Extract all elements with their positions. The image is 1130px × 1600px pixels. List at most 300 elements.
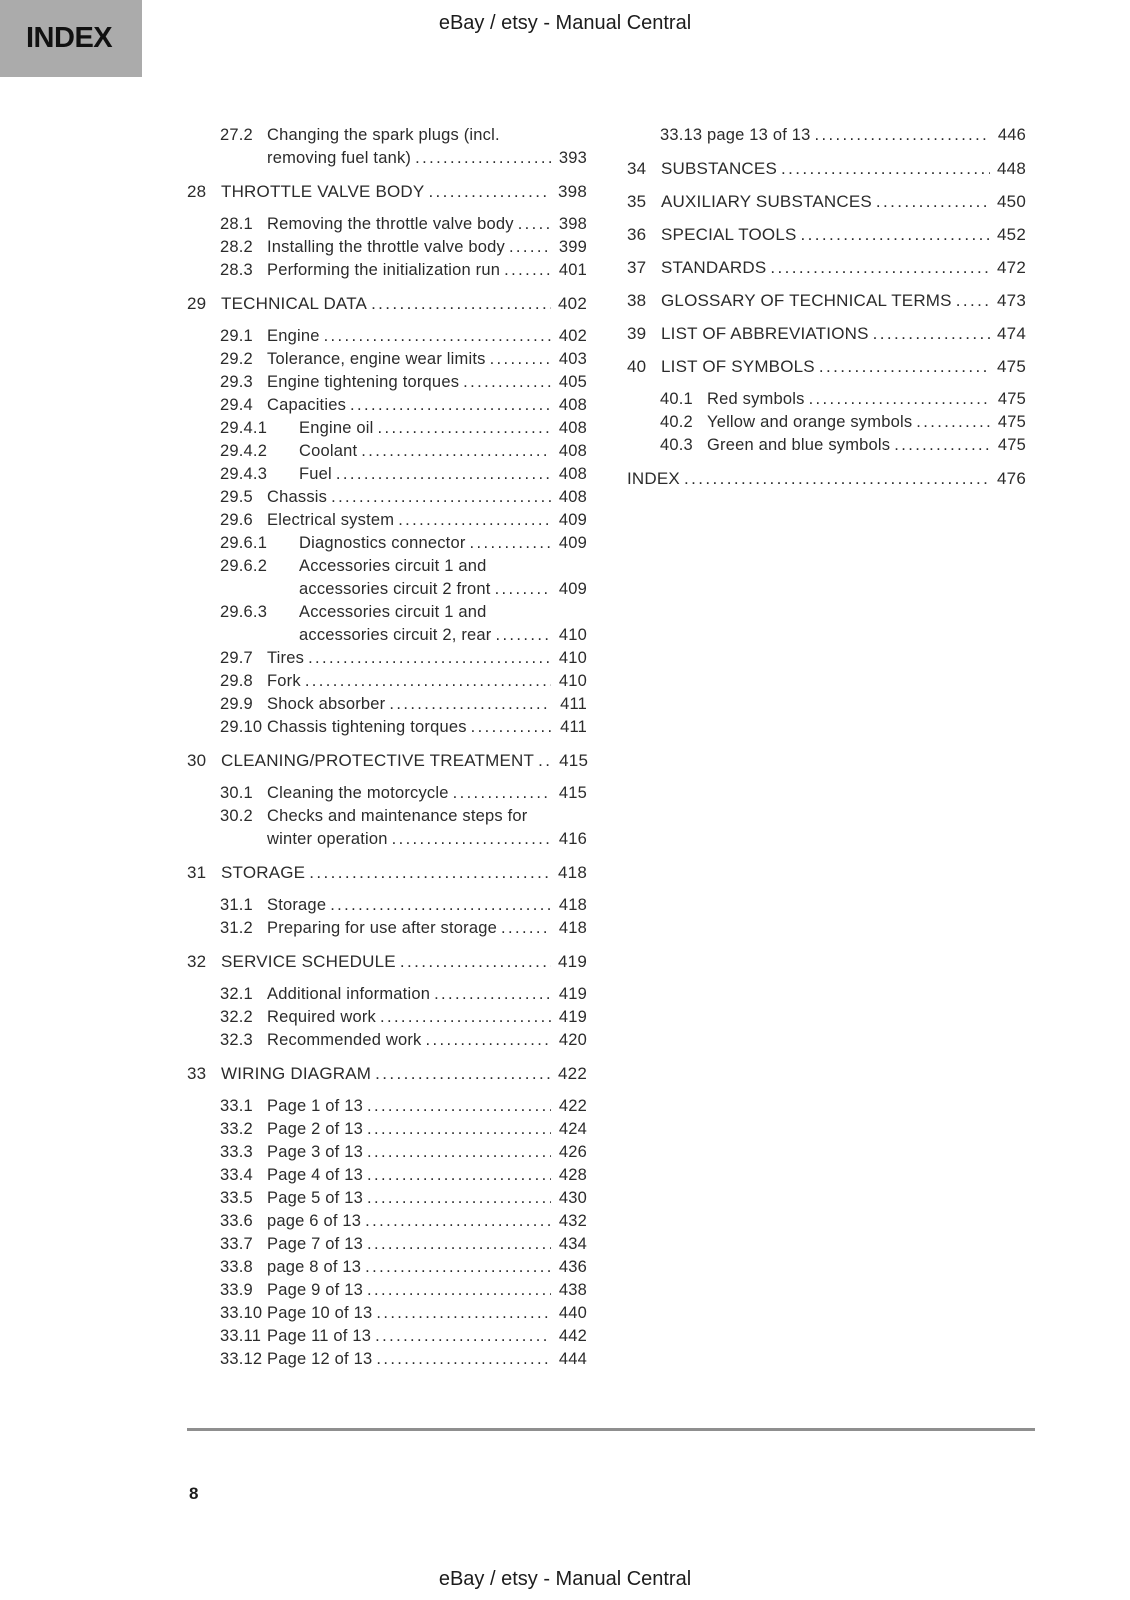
toc-entry [187, 1233, 587, 1256]
entry-number: 35 [627, 192, 647, 211]
entry-line [267, 509, 587, 532]
toc-entry [187, 325, 587, 348]
entry-number: 29.2 [220, 350, 253, 368]
entry-number: 33.12 [220, 1350, 263, 1368]
entry-title: Green and blue symbols [707, 436, 891, 454]
entry-line [267, 828, 587, 851]
entry-number: 28 [187, 182, 207, 201]
entry-title: Coolant [299, 442, 358, 460]
dotted-leader [361, 440, 551, 463]
entry-body [267, 983, 587, 1006]
entry-page-number: 415 [558, 784, 587, 802]
entry-body [267, 213, 587, 236]
entry-number: 33.3 [220, 1143, 253, 1161]
entry-line [267, 486, 587, 509]
entry-page-number: 438 [558, 1281, 587, 1299]
entry-number: 28.2 [220, 238, 253, 256]
toc-entry [187, 647, 587, 670]
dotted-leader [501, 917, 551, 940]
toc-entry [627, 355, 1026, 378]
toc-entry [187, 1325, 587, 1348]
entry-line [707, 388, 1026, 411]
entry-page-number: 473 [997, 291, 1026, 310]
toc-entry [187, 1141, 587, 1164]
dotted-leader [428, 180, 551, 203]
entry-body [267, 1164, 587, 1187]
entry-page-number: 432 [558, 1212, 587, 1230]
entry-title: STANDARDS [661, 258, 767, 277]
entry-line [267, 782, 587, 805]
entry-body [267, 1348, 587, 1371]
entry-body [267, 486, 587, 509]
entry-title: Fuel [299, 465, 332, 483]
entry-number: 28.1 [220, 215, 253, 233]
entry-line [299, 463, 587, 486]
entry-line [221, 292, 587, 315]
entry-title: WIRING DIAGRAM [221, 1064, 372, 1083]
entry-title: Page 12 of 13 [267, 1350, 373, 1368]
entry-title: Removing the throttle valve body [267, 215, 514, 233]
dotted-leader [380, 1006, 551, 1029]
dotted-leader [471, 716, 551, 739]
entry-page-number: 424 [558, 1120, 587, 1138]
toc-entry [187, 440, 587, 463]
entry-line [267, 394, 587, 417]
entry-title: Storage [267, 896, 327, 914]
entry-line [661, 157, 1026, 180]
toc-entry [187, 348, 587, 371]
entry-line [221, 950, 587, 973]
dotted-leader [819, 355, 990, 378]
entry-title: Checks and maintenance steps for [267, 807, 528, 825]
entry-body [661, 289, 1026, 312]
entry-body [267, 1256, 587, 1279]
toc-column-right [627, 124, 1026, 500]
toc-entry [627, 256, 1026, 279]
entry-page-number: 430 [558, 1189, 587, 1207]
toc-entry [187, 861, 587, 884]
entry-number: 29.1 [220, 327, 253, 345]
entry-page-number: 452 [997, 225, 1026, 244]
entry-number: 32.2 [220, 1008, 253, 1026]
entry-number: 29.4.1 [220, 419, 268, 437]
entry-line [661, 223, 1026, 246]
entry-title: STORAGE [221, 863, 306, 882]
entry-title: Chassis [267, 488, 328, 506]
entry-body [267, 1233, 587, 1256]
entry-number: 33 [187, 1064, 207, 1083]
entry-title: Red symbols [707, 390, 805, 408]
entry-line [267, 1256, 587, 1279]
entry-line [267, 647, 587, 670]
entry-number: 29.6.3 [220, 603, 268, 621]
entry-title: AUXILIARY SUBSTANCES [661, 192, 872, 211]
entry-page-number: 410 [558, 649, 587, 667]
entry-page-number: 419 [558, 952, 587, 971]
entry-number: 28.3 [220, 261, 253, 279]
dotted-leader [400, 950, 551, 973]
toc-entry [187, 894, 587, 917]
entry-title: TECHNICAL DATA [221, 294, 368, 313]
entry-title: Page 3 of 13 [267, 1143, 363, 1161]
dotted-leader [495, 624, 551, 647]
entry-number: 27.2 [220, 126, 253, 144]
entry-body [267, 917, 587, 940]
divider-rule [187, 1428, 1035, 1431]
dotted-leader [538, 749, 552, 772]
dotted-leader [367, 1164, 551, 1187]
toc-entry [187, 1210, 587, 1233]
page-number: 8 [189, 1484, 199, 1503]
entry-number: 34 [627, 159, 647, 178]
toc-entry [627, 411, 1026, 434]
entry-number: 33.6 [220, 1212, 253, 1230]
dotted-leader [770, 256, 990, 279]
entry-line [299, 417, 587, 440]
entry-body [221, 749, 587, 772]
toc-entry [187, 394, 587, 417]
entry-title: LIST OF SYMBOLS [661, 357, 815, 376]
entry-number: 32.3 [220, 1031, 253, 1049]
entry-page-number: 408 [558, 419, 587, 437]
entry-body [267, 1118, 587, 1141]
entry-line [661, 289, 1026, 312]
entry-body [221, 292, 587, 315]
entry-line [267, 124, 587, 147]
entry-body [267, 894, 587, 917]
entry-body [299, 532, 587, 555]
entry-line [221, 1062, 587, 1085]
entry-line [661, 190, 1026, 213]
entry-body [661, 157, 1026, 180]
dotted-leader [509, 236, 551, 259]
toc-entry [187, 917, 587, 940]
entry-number: 29.7 [220, 649, 253, 667]
entry-body [299, 440, 587, 463]
toc-entry [187, 749, 587, 772]
toc-entry [627, 322, 1026, 345]
entry-body [299, 601, 587, 647]
dotted-leader [367, 1141, 551, 1164]
entry-line [221, 180, 587, 203]
toc-entry [187, 532, 587, 555]
dotted-leader [367, 1279, 551, 1302]
entry-title: accessories circuit 2, rear [299, 626, 492, 644]
dotted-leader [309, 861, 551, 884]
dotted-leader [336, 463, 551, 486]
entry-line [299, 532, 587, 555]
entry-line [267, 917, 587, 940]
toc-entry [627, 190, 1026, 213]
entry-body [267, 693, 587, 716]
entry-page-number: 475 [997, 436, 1026, 454]
entry-line [267, 805, 587, 828]
entry-body [267, 1095, 587, 1118]
entry-title: Performing the initialization run [267, 261, 501, 279]
entry-page-number: 402 [558, 327, 587, 345]
entry-body [661, 190, 1026, 213]
entry-line [707, 124, 1026, 147]
entry-body [267, 716, 587, 739]
entry-number: 31.1 [220, 896, 253, 914]
entry-page-number: 420 [558, 1031, 587, 1049]
entry-page-number: 410 [558, 626, 587, 644]
entry-number: 30 [187, 751, 207, 770]
dotted-leader [809, 388, 990, 411]
entry-title: Recommended work [267, 1031, 422, 1049]
toc-entry [187, 509, 587, 532]
toc-entry [627, 467, 1026, 490]
entry-line [661, 256, 1026, 279]
entry-page-number: 476 [997, 469, 1026, 488]
dotted-leader [426, 1029, 551, 1052]
toc-entry [187, 1348, 587, 1371]
entry-line [267, 1006, 587, 1029]
dotted-leader [376, 1302, 551, 1325]
entry-page-number: 409 [558, 511, 587, 529]
entry-body [707, 434, 1026, 457]
entry-number: 40.3 [660, 436, 693, 454]
entry-line [267, 213, 587, 236]
entry-page-number: 474 [997, 324, 1026, 343]
entry-body [267, 1187, 587, 1210]
dotted-leader [375, 1325, 551, 1348]
entry-body [267, 394, 587, 417]
entry-number: 33.9 [220, 1281, 253, 1299]
toc-entry [187, 236, 587, 259]
entry-title: Tires [267, 649, 305, 667]
entry-number: 33.1 [220, 1097, 253, 1115]
header-title: eBay / etsy - Manual Central [438, 12, 692, 34]
entry-title: Additional information [267, 985, 431, 1003]
entry-page-number: 411 [560, 718, 587, 736]
entry-page-number: 448 [997, 159, 1026, 178]
entry-line [299, 440, 587, 463]
entry-body [267, 509, 587, 532]
entry-number: 33.2 [220, 1120, 253, 1138]
entry-page-number: 398 [558, 182, 587, 201]
entry-number: 32.1 [220, 985, 253, 1003]
entry-line [267, 693, 587, 716]
dotted-leader [684, 467, 990, 490]
entry-title: Accessories circuit 1 and [299, 557, 487, 575]
entry-title: Preparing for use after storage [267, 919, 497, 937]
entry-line [267, 1325, 587, 1348]
entry-line [267, 1029, 587, 1052]
entry-page-number: 393 [558, 149, 587, 167]
entry-line [221, 749, 587, 772]
entry-body [267, 1141, 587, 1164]
entry-number: 33.7 [220, 1235, 253, 1253]
toc-entry [187, 782, 587, 805]
entry-page-number: 472 [997, 258, 1026, 277]
toc-entry [187, 670, 587, 693]
entry-title: Page 1 of 13 [267, 1097, 363, 1115]
dotted-leader [377, 417, 551, 440]
toc-entry [187, 1256, 587, 1279]
entry-number: 33.13 [660, 126, 703, 144]
dotted-leader [367, 1187, 551, 1210]
entry-page-number: 410 [558, 672, 587, 690]
entry-body [221, 180, 587, 203]
entry-number: 29.4.3 [220, 465, 268, 483]
entry-body [267, 325, 587, 348]
toc-entry [187, 555, 587, 601]
entry-page-number: 422 [558, 1064, 587, 1083]
entry-number: 29.3 [220, 373, 253, 391]
toc-entry [627, 223, 1026, 246]
dotted-leader [873, 322, 990, 345]
dotted-leader [518, 213, 551, 236]
entry-number: 38 [627, 291, 647, 310]
entry-line [661, 322, 1026, 345]
entry-title: Yellow and orange symbols [707, 413, 913, 431]
dotted-leader [365, 1256, 551, 1279]
entry-body [299, 463, 587, 486]
dotted-leader [367, 1095, 551, 1118]
entry-line [267, 1210, 587, 1233]
entry-title: Page 7 of 13 [267, 1235, 363, 1253]
toc-entry [187, 1118, 587, 1141]
entry-line [267, 1348, 587, 1371]
entry-number: 33.5 [220, 1189, 253, 1207]
entry-number: 33.11 [220, 1327, 262, 1345]
entry-page-number: 475 [997, 390, 1026, 408]
entry-body [627, 467, 1026, 490]
entry-number: 29.5 [220, 488, 253, 506]
entry-page-number: 409 [558, 534, 587, 552]
toc-entry [187, 371, 587, 394]
dotted-leader [470, 532, 551, 555]
toc-entry [627, 289, 1026, 312]
entry-page-number: 450 [997, 192, 1026, 211]
entry-line [267, 894, 587, 917]
dotted-leader [463, 371, 551, 394]
dotted-leader [375, 1062, 551, 1085]
entry-body [299, 417, 587, 440]
dotted-leader [495, 578, 551, 601]
dotted-leader [376, 1348, 551, 1371]
entry-line [267, 1118, 587, 1141]
entry-title: page 13 of 13 [707, 126, 811, 144]
entry-number: 30.1 [220, 784, 253, 802]
entry-number: 29.9 [220, 695, 253, 713]
entry-line [267, 259, 587, 282]
dotted-leader [453, 782, 551, 805]
entry-body [267, 1029, 587, 1052]
toc-entry [187, 601, 587, 647]
entry-body [221, 950, 587, 973]
entry-page-number: 408 [558, 442, 587, 460]
entry-title: Shock absorber [267, 695, 386, 713]
dotted-leader [434, 983, 551, 1006]
entry-line [267, 1187, 587, 1210]
entry-title: Engine tightening torques [267, 373, 460, 391]
entry-page-number: 405 [558, 373, 587, 391]
entry-title: Capacities [267, 396, 347, 414]
entry-line [267, 1141, 587, 1164]
entry-line [707, 411, 1026, 434]
entry-page-number: 418 [558, 896, 587, 914]
toc-entry [187, 292, 587, 315]
entry-page-number: 402 [558, 294, 587, 313]
entry-line [299, 601, 587, 624]
entry-title: page 8 of 13 [267, 1258, 362, 1276]
entry-number: 36 [627, 225, 647, 244]
entry-body [661, 256, 1026, 279]
entry-line [267, 236, 587, 259]
entry-body [707, 411, 1026, 434]
entry-line [267, 670, 587, 693]
toc-entry [187, 180, 587, 203]
entry-number: 30.2 [220, 807, 253, 825]
toc-entry [627, 124, 1026, 147]
dotted-leader [367, 1118, 551, 1141]
entry-line [221, 861, 587, 884]
dotted-leader [371, 292, 551, 315]
entry-line [707, 434, 1026, 457]
entry-number: 29.10 [220, 718, 263, 736]
entry-page-number: 442 [558, 1327, 587, 1345]
entry-title: Page 5 of 13 [267, 1189, 363, 1207]
entry-line [267, 147, 587, 170]
entry-page-number: 436 [558, 1258, 587, 1276]
entry-title: Page 2 of 13 [267, 1120, 363, 1138]
entry-number: 29 [187, 294, 207, 313]
entry-title: SERVICE SCHEDULE [221, 952, 396, 971]
entry-body [267, 348, 587, 371]
entry-body [267, 236, 587, 259]
entry-page-number: 426 [558, 1143, 587, 1161]
dotted-leader [365, 1210, 551, 1233]
entry-number: 37 [627, 258, 647, 277]
entry-title: page 6 of 13 [267, 1212, 362, 1230]
entry-title: winter operation [267, 830, 388, 848]
dotted-leader [490, 348, 551, 371]
entry-title: Fork [267, 672, 301, 690]
toc-entry [187, 213, 587, 236]
toc-column-left [187, 124, 587, 1371]
entry-line [267, 1164, 587, 1187]
entry-body [267, 670, 587, 693]
entry-line [267, 983, 587, 1006]
toc-entry [187, 417, 587, 440]
entry-page-number: 440 [558, 1304, 587, 1322]
entry-number: 29.4.2 [220, 442, 268, 460]
entry-number: 29.8 [220, 672, 253, 690]
entry-line [267, 1095, 587, 1118]
entry-page-number: 415 [559, 751, 589, 770]
dotted-leader [389, 693, 551, 716]
entry-page-number: 399 [558, 238, 587, 256]
entry-page-number: 408 [558, 465, 587, 483]
entry-line [299, 578, 587, 601]
toc-entry [187, 486, 587, 509]
entry-title: Changing the spark plugs (incl. [267, 126, 500, 144]
dotted-leader [331, 486, 551, 509]
dotted-leader [781, 157, 990, 180]
entry-body [267, 1325, 587, 1348]
entry-body [267, 1302, 587, 1325]
entry-number: 29.4 [220, 396, 253, 414]
entry-page-number: 418 [558, 919, 587, 937]
entry-page-number: 418 [558, 863, 587, 882]
toc-entry [187, 1302, 587, 1325]
entry-title: THROTTLE VALVE BODY [221, 182, 425, 201]
toc-entry [627, 388, 1026, 411]
entry-title: LIST OF ABBREVIATIONS [661, 324, 869, 343]
toc-entry [187, 1006, 587, 1029]
